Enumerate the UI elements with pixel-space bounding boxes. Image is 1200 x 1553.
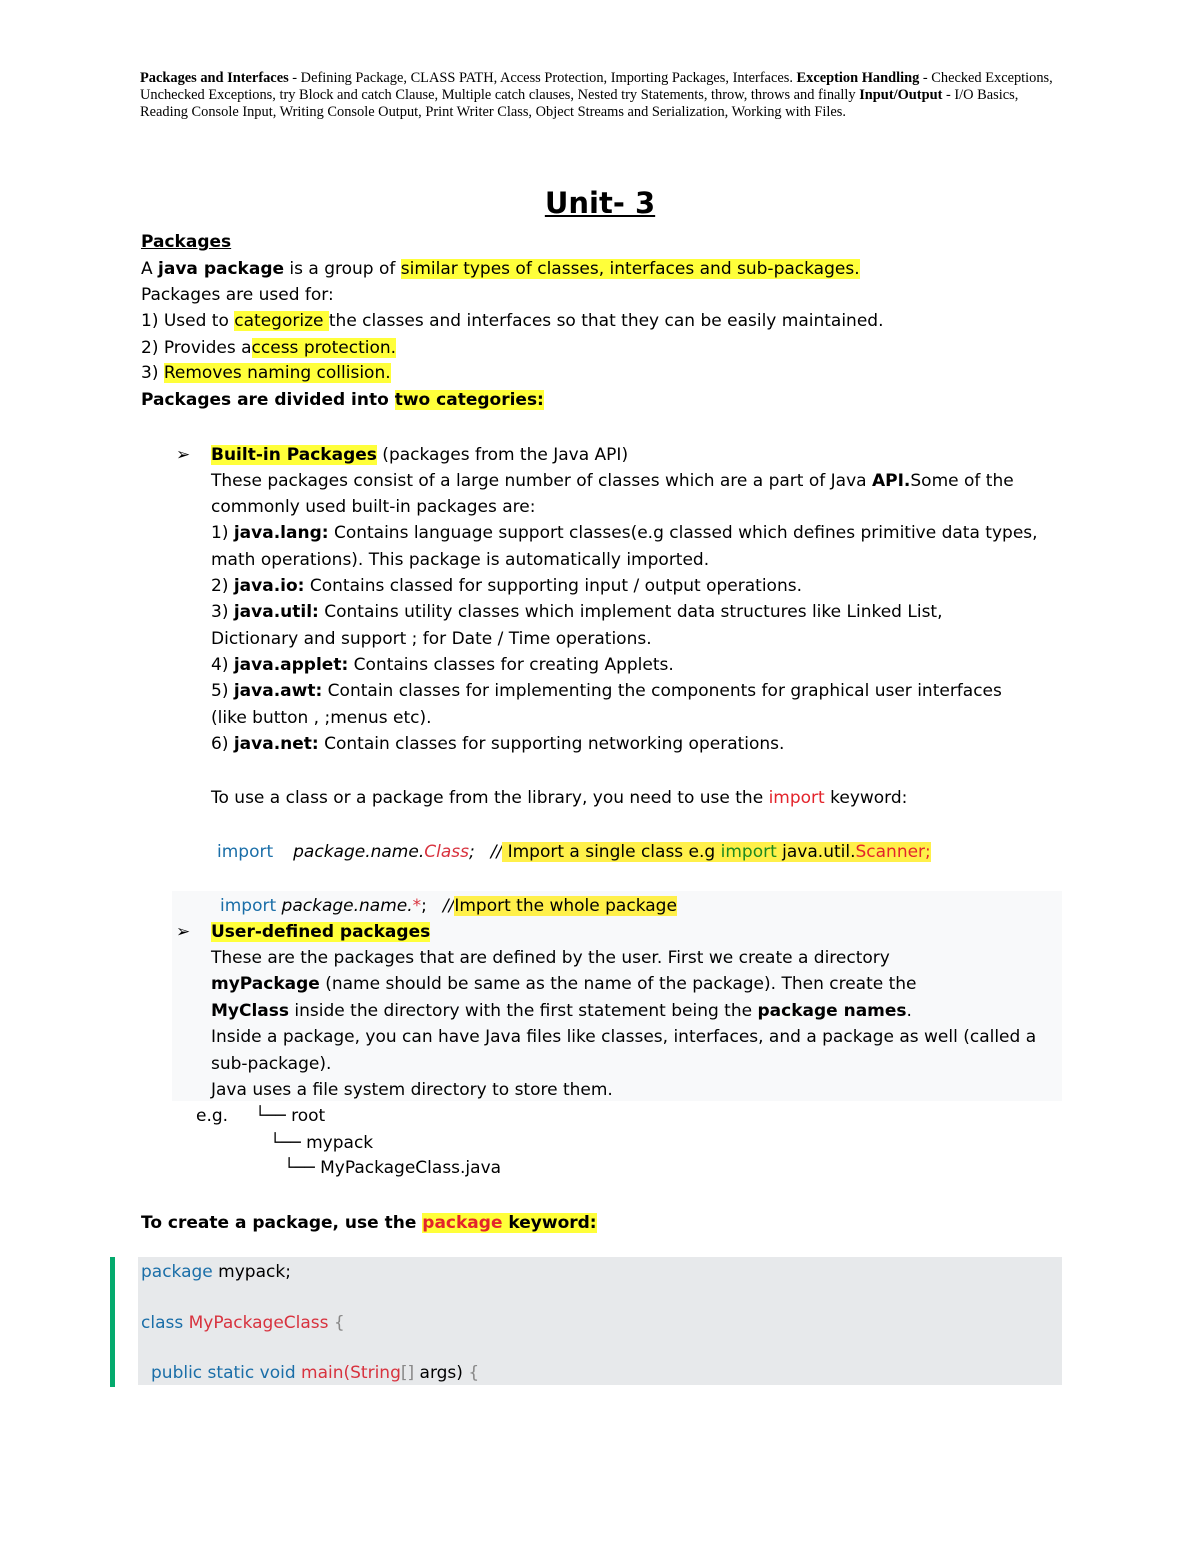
syllabus-text-io: - I/O Basics, Reading Console Input, Writing Console Output, Print Writer Class, Object Streams and Serialization, Working with Files. — [140, 87, 1019, 120]
builtin-item-java-lang-cont: math operations). This package is automatically imported. — [211, 550, 710, 570]
userdef-line-2: myPackage (name should be same as the name of the package). Then create the — [211, 974, 917, 994]
import-whole-package-example: import package.name.*; //Import the whole package — [220, 896, 677, 916]
use-item-3: 3) Removes naming collision. — [141, 363, 391, 383]
builtin-item-java-net: 6) java.net: Contain classes for supporting networking operations. — [211, 734, 785, 754]
tree-root: └── root — [255, 1106, 326, 1126]
create-package-instruction: To create a package, use the package keyword: — [141, 1213, 597, 1233]
userdef-line-1: These are the packages that are defined by the user. First we create a directory — [211, 948, 890, 968]
userdef-line-3: MyClass inside the directory with the first statement being the package names. — [211, 1001, 912, 1021]
builtin-item-java-lang: 1) java.lang: Contains language support classes(e.g classed which defines primitive data types, — [211, 523, 1038, 543]
bullet-arrow-icon: ➢ — [176, 445, 191, 465]
bullet-arrow-icon: ➢ — [176, 922, 191, 942]
packages-definition: A java package is a group of similar types of classes, interfaces and sub-packages. — [141, 259, 860, 279]
unit-title: Unit- 3 — [544, 186, 656, 220]
packages-heading: Packages — [141, 232, 232, 252]
builtin-item-java-util: 3) java.util: Contains utility classes which implement data structures like Linked List, — [211, 602, 943, 622]
import-instruction: To use a class or a package from the library, you need to use the import keyword: — [211, 788, 908, 808]
packages-used-for: Packages are used for: — [141, 285, 334, 305]
syllabus-text-exceptions: - Checked Exceptions, Unchecked Exceptions, try Block and catch Clause, Multiple catch clauses, Nested try Statements, throw, throws and finally — [140, 70, 1053, 103]
builtin-heading: Built-in Packages (packages from the Java API) — [211, 445, 629, 465]
builtin-item-java-util-cont: Dictionary and support ; for Date / Time operations. — [211, 629, 652, 649]
builtin-desc-2: commonly used built-in packages are: — [211, 497, 536, 517]
syllabus-text-packages: - Defining Package, CLASS PATH, Access Protection, Importing Packages, Interfaces. — [288, 70, 797, 86]
tree-file: └── MyPackageClass.java — [284, 1158, 502, 1178]
builtin-item-java-awt: 5) java.awt: Contain classes for implementing the components for graphical user interfaces — [211, 681, 1002, 701]
builtin-item-java-applet: 4) java.applet: Contains classes for creating Applets. — [211, 655, 674, 675]
code-line-package: package mypack; — [141, 1262, 291, 1282]
tree-mypack: └── mypack — [270, 1133, 374, 1153]
userdef-heading: User-defined packages — [211, 922, 431, 942]
packages-divided: Packages are divided into two categories: — [141, 390, 544, 410]
userdef-line-4: Inside a package, you can have Java files like classes, interfaces, and a package as well (called a — [211, 1027, 1037, 1047]
builtin-item-java-io: 2) java.io: Contains classed for supporting input / output operations. — [211, 576, 802, 596]
code-line-class: class MyPackageClass { — [141, 1313, 345, 1333]
syllabus-text — [140, 70, 1065, 121]
syllabus-heading-exceptions: Exception Handling — [796, 70, 920, 86]
code-line-main: public static void main(String[] args) { — [151, 1363, 480, 1383]
userdef-line-5: sub-package). — [211, 1054, 332, 1074]
tree-eg-label: e.g. — [196, 1106, 229, 1126]
builtin-desc-1: These packages consist of a large number of classes which are a part of Java API.Some of the — [211, 471, 1014, 491]
userdef-line-6: Java uses a file system directory to store them. — [211, 1080, 613, 1100]
use-item-1: 1) Used to categorize the classes and interfaces so that they can be easily maintained. — [141, 311, 884, 331]
builtin-item-java-awt-cont: (like button , ;menus etc). — [211, 708, 432, 728]
code-block-accent-bar — [110, 1257, 115, 1387]
syllabus-heading-io: Input/Output — [859, 87, 943, 103]
use-item-2: 2) Provides access protection. — [141, 338, 397, 358]
syllabus-heading-packages: Packages and Interfaces — [140, 70, 289, 86]
import-single-class-example: import package.name.Class; // Import a single class e.g import java.util.Scanner; — [217, 842, 931, 862]
